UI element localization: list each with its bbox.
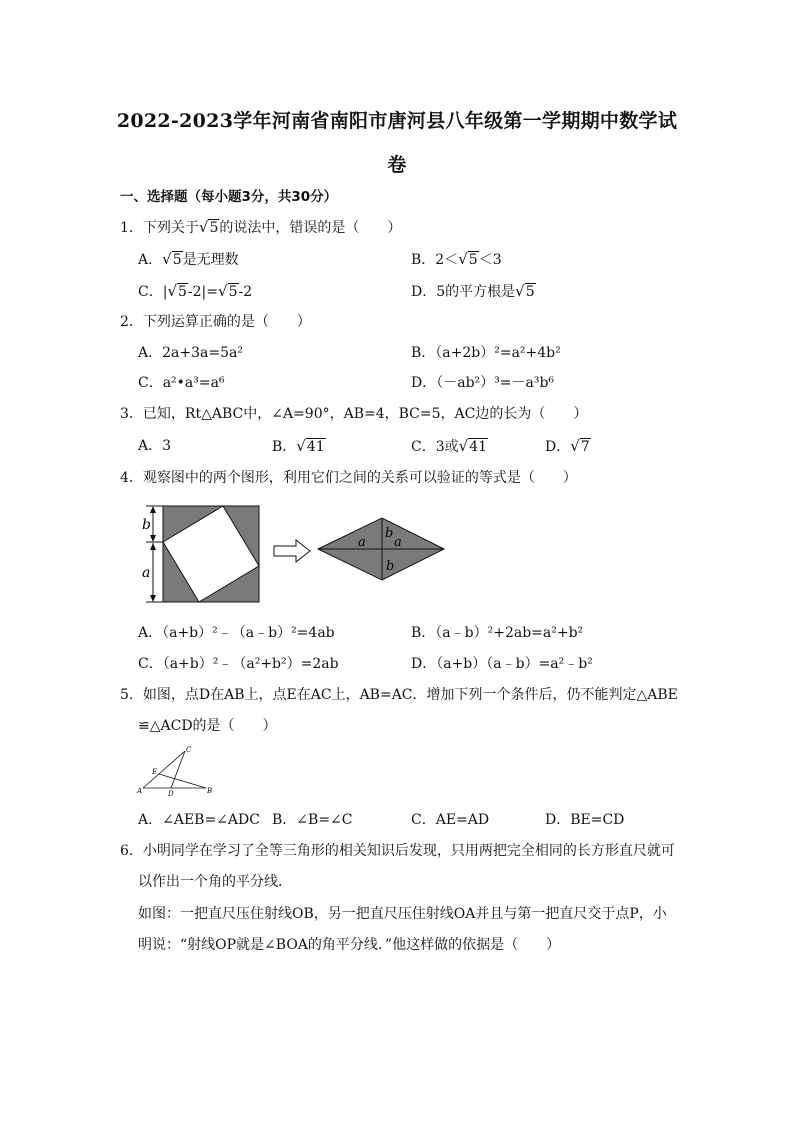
q3-option-d: D．√7: [545, 437, 590, 455]
q2-stem: 2．下列运算正确的是（ ）: [120, 314, 311, 330]
q5-option-c: C．AE=AD: [411, 812, 490, 828]
segment-AC: [143, 751, 185, 788]
rhombus-label-a-right: a: [394, 535, 402, 550]
section-heading: 一、选择题（每小题3分，共30分）: [120, 189, 338, 205]
q1-option-c: C．|√5-2|=√5-2: [138, 282, 253, 300]
rhombus-label-a-left: a: [358, 535, 366, 550]
q2-option-a: A．2a+3a=5a²: [138, 345, 243, 361]
q4-option-c: C．（a+b）²﹣（a²+b²）=2ab: [138, 656, 339, 672]
exam-title-line2: 卷: [387, 154, 407, 176]
q6-line3: 如图：一把直尺压住射线OB，另一把直尺压住射线OA并且与第一把直尺交于点P，小: [138, 906, 667, 922]
sqrt-symbol: √5: [198, 218, 219, 236]
sqrt-symbol: √41: [458, 437, 488, 455]
point-label-e: E: [152, 768, 158, 776]
q2-option-c: C．a²•a³=a⁶: [138, 375, 225, 391]
q3-stem: 3．已知，Rt△ABC中，∠A=90°，AB=4，BC=5，AC边的长为（ ）: [120, 406, 588, 422]
point-label-c: C: [186, 746, 192, 754]
q1-option-a: A．√5是无理数: [138, 250, 239, 268]
sqrt-symbol: √5: [515, 282, 535, 300]
q4-figure: [130, 500, 450, 610]
q2-option-d: D．（－ab²）³=－a³b⁶: [411, 375, 555, 391]
segment-CD: [171, 751, 185, 788]
sqrt-symbol: √5: [162, 250, 182, 268]
q5-figure: [135, 743, 215, 799]
fig-label-b: b: [142, 517, 151, 533]
q3-option-b: B．√41: [272, 437, 325, 455]
q4-option-d: D．（a+b）（a﹣b）=a²﹣b²: [411, 656, 593, 672]
transform-arrow-icon: [274, 540, 310, 562]
exam-title-line1: 2022-2023学年河南省南阳市唐河县八年级第一学期期中数学试: [116, 110, 678, 132]
arrowhead: [150, 535, 156, 542]
sqrt-symbol: √7: [570, 437, 590, 455]
arrowhead: [150, 506, 156, 513]
q3-option-c: C．3或√41: [411, 437, 488, 455]
point-label-b: B: [207, 787, 213, 795]
q5-option-a: A．∠AEB=∠ADC: [138, 812, 260, 828]
q4-option-b: B．（a﹣b）²+2ab=a²+b²: [411, 625, 584, 641]
rhombus-label-b-bottom: b: [386, 559, 395, 574]
sqrt-symbol: √41: [296, 437, 325, 455]
point-label-a: A: [137, 787, 143, 795]
sqrt-symbol: √5: [218, 282, 238, 300]
q1-option-d: D．5的平方根是√5: [411, 282, 535, 300]
q1-stem: 1．下列关于√5的说法中，错误的是（ ）: [120, 218, 402, 236]
q4-option-a: A．（a+b）²﹣（a﹣b）²=4ab: [138, 625, 335, 641]
q5-stem-line1: 5．如图，点D在AB上，点E在AC上，AB=AC．增加下列一个条件后，仍不能判定△ABE: [120, 687, 678, 703]
q1-option-b: B．2＜√5＜3: [411, 250, 502, 268]
q2-option-b: B．（a+2b）²=a²+4b²: [411, 345, 561, 361]
q6-line1: 6．小明同学在学习了全等三角形的相关知识后发现，只用两把完全相同的长方形直尺就可: [120, 843, 675, 859]
q6-line2: 以作出一个角的平分线．: [138, 874, 292, 890]
q5-stem-line2: ≌△ACD的是（ ）: [138, 718, 277, 734]
point-label-d: D: [168, 790, 174, 798]
fig-label-a: a: [142, 565, 151, 581]
sqrt-symbol: √5: [458, 250, 478, 268]
q6-line4: 明说：“射线OP就是∠BOA的角平分线．”他这样做的依据是（ ）: [138, 937, 561, 953]
rhombus-label-b-top: b: [385, 526, 394, 541]
segment-BE: [159, 774, 206, 788]
arrowhead: [150, 595, 156, 602]
arrowhead: [150, 543, 156, 550]
q4-stem: 4．观察图中的两个图形，利用它们之间的关系可以验证的等式是（ ）: [120, 470, 577, 486]
q5-option-b: B．∠B=∠C: [272, 812, 353, 828]
sqrt-symbol: √5: [167, 282, 187, 300]
q5-option-d: D．BE=CD: [545, 812, 625, 828]
q3-option-a: A．3: [138, 438, 172, 454]
